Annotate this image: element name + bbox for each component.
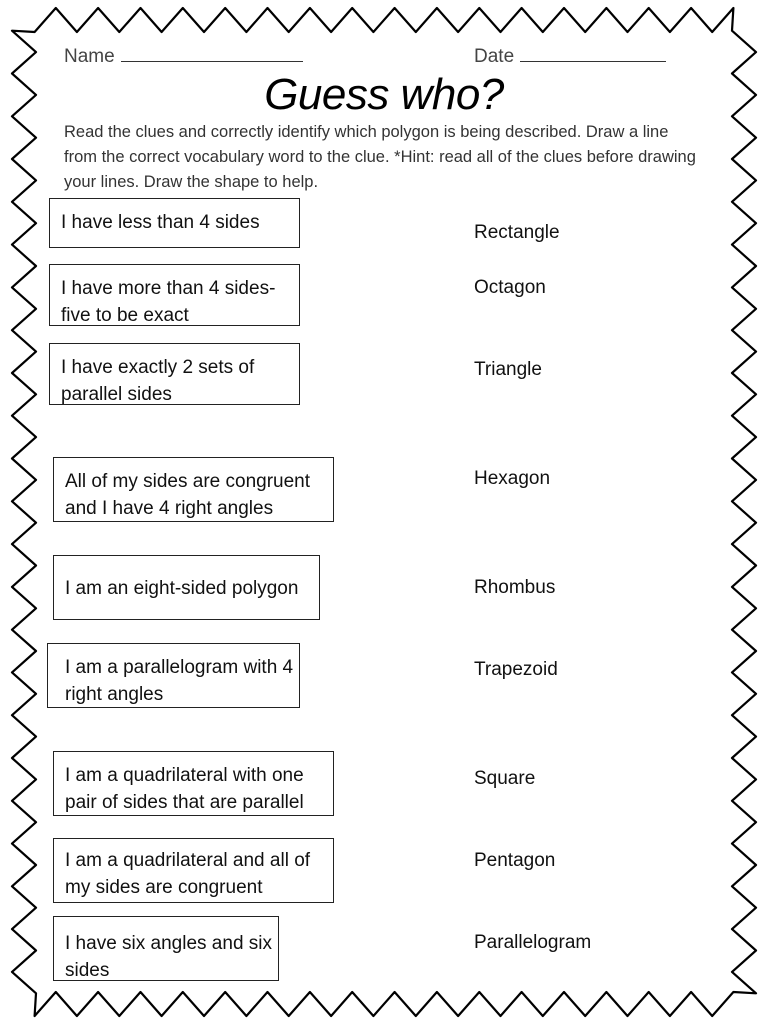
word-parallelogram[interactable]: Parallelogram: [474, 932, 592, 953]
page-title: Guess who?: [264, 70, 504, 119]
clue-box-8[interactable]: I am a quadrilateral and all of my sides are congruent: [53, 838, 334, 903]
name-line[interactable]: [121, 44, 303, 62]
date-line[interactable]: [520, 44, 666, 62]
instructions: Read the clues and correctly identify which polygon is being described. Draw a line from the correct vocabulary word to the clue. *Hint: read all of the clues before drawing your lines. Draw the shape to help.: [64, 123, 696, 191]
date-label: Date: [474, 46, 515, 67]
word-triangle[interactable]: Triangle: [474, 359, 542, 380]
clue-box-4[interactable]: All of my sides are congruent and I have 4 right angles: [53, 457, 334, 522]
clue-box-3[interactable]: I have exactly 2 sets of parallel sides: [49, 343, 300, 405]
clue-box-5[interactable]: I am an eight-sided polygon: [53, 555, 320, 620]
clue-box-2[interactable]: I have more than 4 sides- five to be exact: [49, 264, 300, 326]
word-square[interactable]: Square: [474, 768, 536, 789]
clue-box-7[interactable]: I am a quadrilateral with one pair of sides that are parallel: [53, 751, 334, 816]
word-octagon[interactable]: Octagon: [474, 277, 546, 298]
name-label: Name: [64, 46, 115, 67]
date-field[interactable]: [474, 44, 666, 68]
word-hexagon[interactable]: Hexagon: [474, 468, 551, 489]
word-pentagon[interactable]: Pentagon: [474, 850, 556, 871]
word-trapezoid[interactable]: Trapezoid: [474, 659, 558, 680]
word-rhombus[interactable]: Rhombus: [474, 577, 556, 598]
clue-box-9[interactable]: I have six angles and six sides: [53, 916, 279, 981]
clue-box-6[interactable]: I am a parallelogram with 4 right angles: [47, 643, 300, 708]
clue-box-1[interactable]: I have less than 4 sides: [49, 198, 300, 248]
word-rectangle[interactable]: Rectangle: [474, 222, 560, 243]
name-field[interactable]: [64, 44, 303, 68]
